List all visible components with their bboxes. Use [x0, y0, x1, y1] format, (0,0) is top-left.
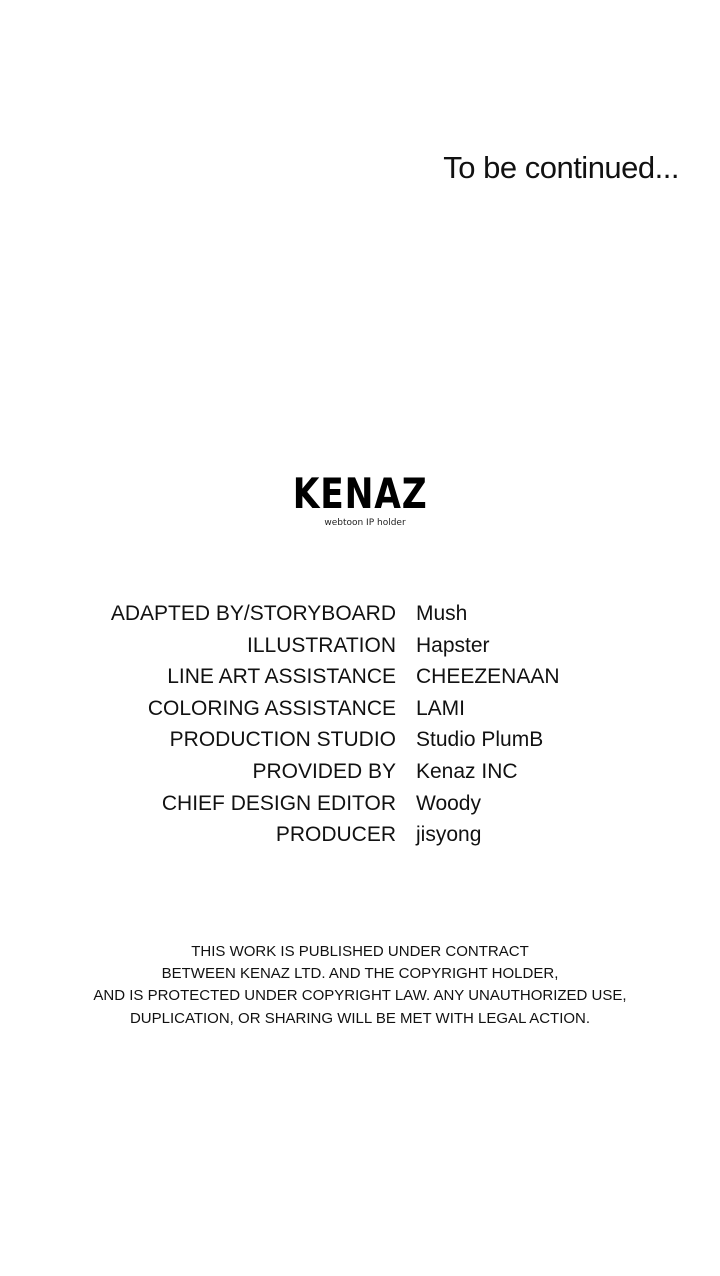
credit-row — [0, 630, 720, 662]
credit-role: LINE ART ASSISTANCE — [167, 665, 396, 689]
credit-row — [0, 693, 720, 725]
credit-role: ADAPTED BY/STORYBOARD — [110, 602, 396, 625]
credit-name: Kenaz INC — [416, 759, 518, 783]
credit-row — [0, 598, 720, 630]
logo-tagline: webtoon IP holder — [324, 518, 406, 528]
credit-role: PROVIDED BY — [252, 759, 396, 783]
credit-row — [0, 724, 720, 756]
credit-name: jisyong — [416, 823, 482, 847]
copyright-notice — [0, 941, 720, 1030]
logo-wordmark: KENAZ — [292, 469, 428, 518]
credit-row — [0, 788, 720, 820]
credits-list — [0, 598, 720, 851]
credit-role: PRODUCTION STUDIO — [169, 728, 396, 752]
credit-name: Studio PlumB — [416, 728, 544, 752]
notice-line: THIS WORK IS PUBLISHED UNDER CONTRACT — [191, 943, 529, 960]
notice-line: AND IS PROTECTED UNDER COPYRIGHT LAW. ANY UNAUTHORIZED USE, — [93, 987, 627, 1005]
credit-role: PRODUCER — [275, 823, 396, 847]
to-be-continued-text: To be continued... — [443, 150, 679, 185]
credit-role: ILLUSTRATION — [247, 633, 396, 657]
credit-name: Mush — [416, 602, 468, 625]
credit-name: CHEEZENAAN — [416, 665, 560, 689]
credit-row — [0, 819, 720, 851]
notice-line: BETWEEN KENAZ LTD. AND THE COPYRIGHT HOLDER, — [161, 965, 559, 983]
credit-name: Woody — [416, 791, 481, 815]
notice-line: DUPLICATION, OR SHARING WILL BE MET WITH LEGAL ACTION. — [129, 1009, 591, 1027]
credit-role: CHIEF DESIGN EDITOR — [161, 791, 396, 815]
credit-name: LAMI — [416, 696, 466, 720]
kenaz-logo — [0, 469, 720, 528]
credit-row — [0, 756, 720, 788]
credit-row — [0, 661, 720, 693]
credit-name: Hapster — [416, 633, 490, 657]
credit-role: COLORING ASSISTANCE — [147, 696, 396, 720]
